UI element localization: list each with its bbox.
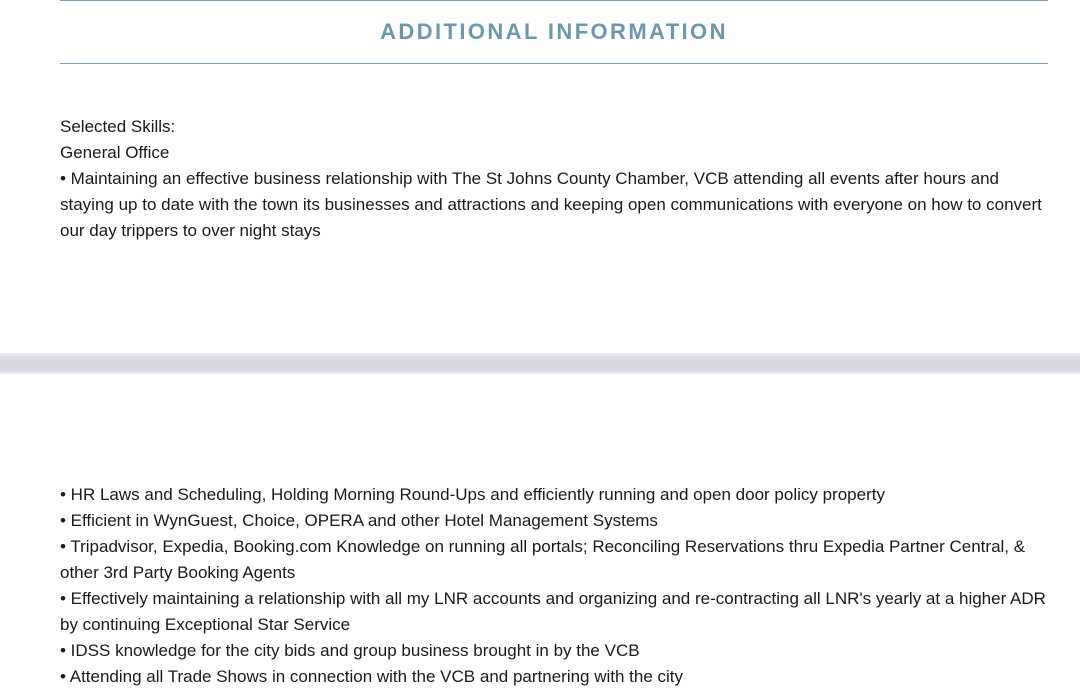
page-separator — [0, 353, 1080, 374]
document-page-2 — [0, 374, 1080, 686]
skill-bullet: • Attending all Trade Shows in connection with the VCB and partnering with the city — [60, 667, 684, 686]
skill-bullet: • Maintaining an effective business relationship with The St Johns County Chamber, VCB attending all events after hours and staying up to date with the town its businesses and attractions and keeping open communications with everyone on how to convert our day trippers to over night stays — [60, 169, 1042, 240]
skill-bullet: • IDSS knowledge for the city bids and group business brought in by the VCB — [60, 641, 640, 660]
section-rule-bottom — [60, 63, 1048, 64]
skills-heading: Selected Skills: — [60, 117, 176, 136]
skill-bullet: • HR Laws and Scheduling, Holding Morning Round-Ups and efficiently running and open door policy property — [60, 485, 885, 504]
skill-bullet: • Tripadvisor, Expedia, Booking.com Knowledge on running all portals; Reconciling Reservations thru Expedia Partner Central, & other 3rd Party Booking Agents — [60, 537, 1026, 582]
skills-block — [60, 114, 1050, 244]
skills-subheading: General Office — [60, 143, 170, 162]
skill-bullet: • Efficient in WynGuest, Choice, OPERA and other Hotel Management Systems — [60, 511, 658, 530]
skills-continued-block — [60, 482, 1050, 690]
section-rule-top — [60, 0, 1048, 1]
skill-bullet: • Effectively maintaining a relationship with all my LNR accounts and organizing and re-contracting all LNR's yearly at a higher ADR by continuing Exceptional Star Service — [60, 589, 1046, 634]
section-title: ADDITIONAL INFORMATION — [380, 19, 728, 44]
